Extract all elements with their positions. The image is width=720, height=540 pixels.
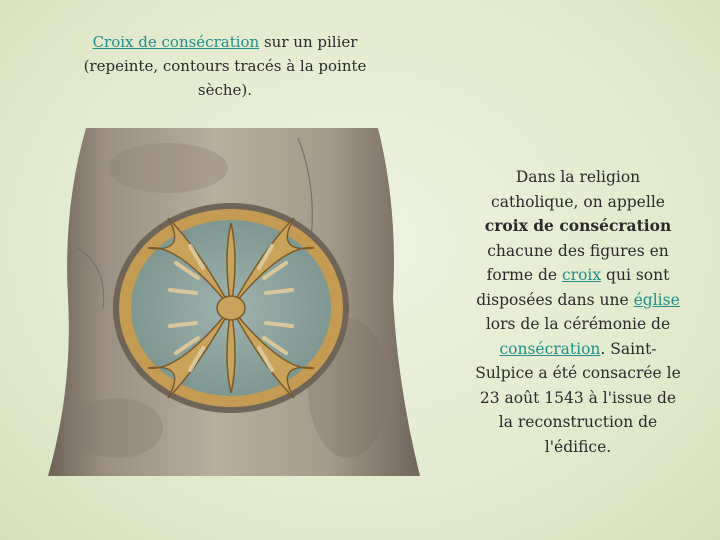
body-text-1: Dans la religion catholique, on appelle <box>491 168 665 211</box>
photo-caption <box>55 30 395 102</box>
term-croix-de-consecration: croix de consécration <box>484 216 672 235</box>
caption-text: sur un pilier (repeinte, contours tracés à la pointe sèche). <box>83 33 367 99</box>
body-text-3: qui sont disposées dans une <box>476 266 670 309</box>
body-text-5: . Saint-Sulpice a été consacrée le 23 août 1543 à l'issue de la reconstruction de l'édifice. <box>475 339 681 456</box>
body-text-2: chacune des figures en forme de <box>486 241 669 284</box>
link-croix[interactable]: croix <box>561 266 602 284</box>
pillar-photo <box>48 128 420 476</box>
link-eglise[interactable]: église <box>633 290 680 309</box>
body-text-4: lors de la cérémonie de <box>485 315 671 333</box>
link-consecration[interactable]: consécration <box>499 339 601 358</box>
consecration-cross <box>113 203 349 413</box>
caption-link-croix-de-consecration[interactable]: Croix de consécration <box>92 33 260 51</box>
description-paragraph <box>472 165 684 459</box>
